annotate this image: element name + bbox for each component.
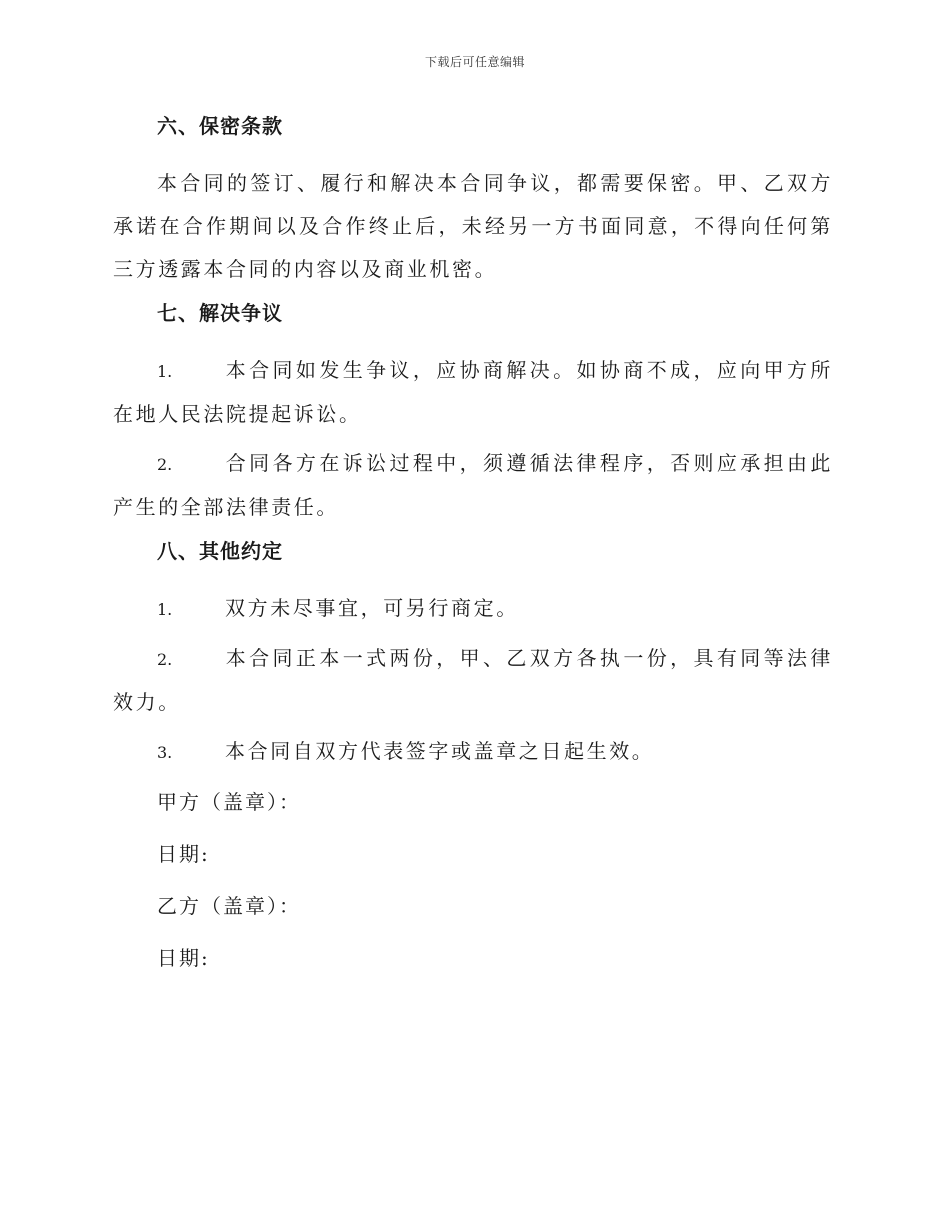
confidentiality-paragraph: 本合同的签订、履行和解决本合同争议，都需要保密。甲、乙双方承诺在合作期间以及合作终止后，未经另一方书面同意，不得向任何第三方透露本合同的内容以及商业机密。 xyxy=(113,171,833,281)
list-item-text: 本合同如发生争议，应协商解决。如协商不成，应向甲方所在地人民法院提起诉讼。 xyxy=(113,358,833,426)
section-title-other: 八、其他约定 xyxy=(157,539,283,563)
section-title-disputes: 七、解决争议 xyxy=(157,301,283,325)
document-body xyxy=(113,110,833,994)
list-item-text: 本合同自双方代表签字或盖章之日起生效。 xyxy=(225,739,655,763)
list-item-text: 本合同正本一式两份，甲、乙双方各执一份，具有同等法律效力。 xyxy=(113,646,833,714)
signature-date-b: 日期: xyxy=(157,946,210,970)
list-item-number: 2. xyxy=(157,455,173,474)
signature-date-a: 日期: xyxy=(157,842,210,866)
list-item xyxy=(113,587,833,631)
list-item xyxy=(113,442,833,529)
section-title-confidentiality: 六、保密条款 xyxy=(157,114,283,138)
list-item-number: 1. xyxy=(157,600,173,619)
list-item xyxy=(113,730,833,774)
page-header: 下载后可任意编辑 xyxy=(424,55,525,69)
list-item-text: 双方未尽事宜，可另行商定。 xyxy=(225,596,519,620)
list-item-number: 1. xyxy=(157,362,173,381)
signature-party-a: 甲方（盖章）： xyxy=(157,790,301,814)
list-item xyxy=(113,349,833,436)
list-item xyxy=(113,637,833,724)
list-item-text: 合同各方在诉讼过程中，须遵循法律程序，否则应承担由此产生的全部法律责任。 xyxy=(113,451,833,519)
signature-party-b: 乙方（盖章）： xyxy=(157,894,301,918)
list-item-number: 2. xyxy=(157,650,173,669)
list-item-number: 3. xyxy=(157,743,173,762)
